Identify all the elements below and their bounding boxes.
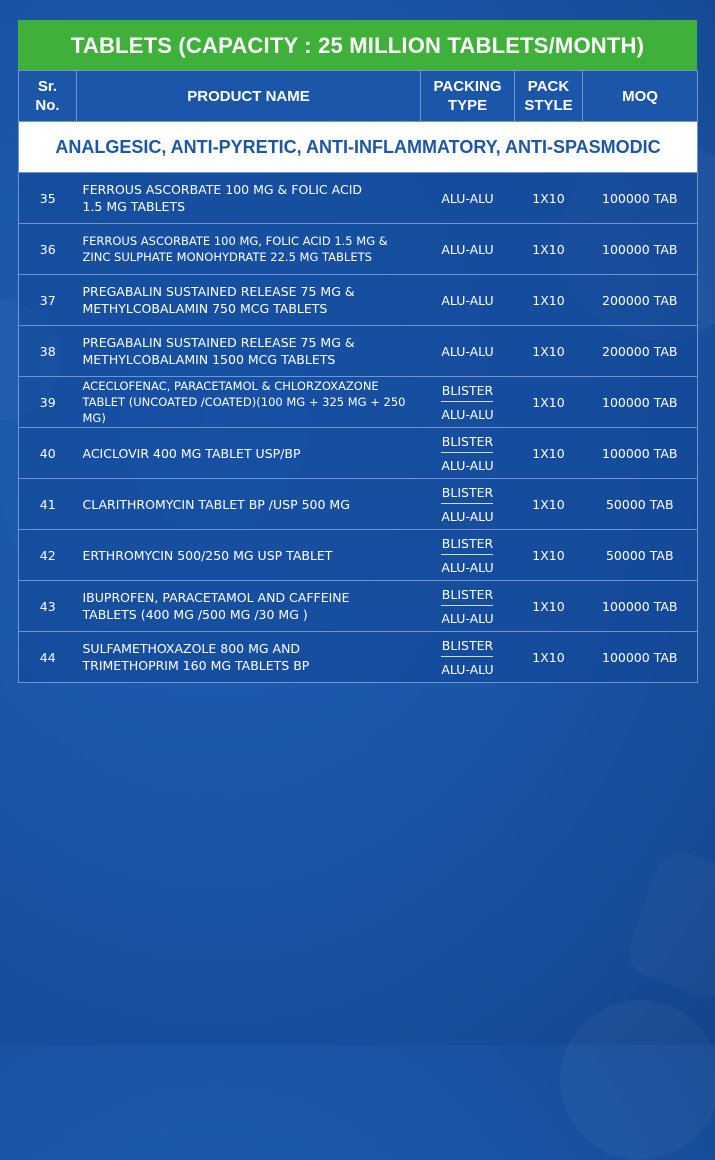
row-pack-style: 1X10 (515, 275, 583, 326)
row-product-name: PREGABALIN SUSTAINED RELEASE 75 MG & METHYLCOBALAMIN 1500 MCG TABLETS (77, 326, 421, 377)
row-product-name: CLARITHROMYCIN TABLET BP /USP 500 MG (77, 479, 421, 530)
row-moq: 100000 TAB (583, 173, 698, 224)
row-pack-style: 1X10 (515, 581, 583, 632)
row-moq: 100000 TAB (583, 224, 698, 275)
row-moq: 50000 TAB (583, 530, 698, 581)
row-moq: 100000 TAB (583, 428, 698, 479)
table-row (19, 326, 698, 377)
row-sr-no: 36 (19, 224, 77, 275)
row-packing-type: ALU-ALU (421, 224, 515, 275)
row-packing-type (421, 581, 515, 632)
packing-option-bottom: ALU-ALU (441, 610, 494, 626)
background-decoration (560, 1000, 715, 1160)
row-pack-style: 1X10 (515, 173, 583, 224)
row-sr-no: 42 (19, 530, 77, 581)
row-packing-type (421, 428, 515, 479)
row-product-name: FERROUS ASCORBATE 100 MG & FOLIC ACID 1.5 MG TABLETS (77, 173, 421, 224)
row-packing-type (421, 479, 515, 530)
row-pack-style: 1X10 (515, 428, 583, 479)
row-pack-style: 1X10 (515, 326, 583, 377)
row-packing-type: ALU-ALU (421, 275, 515, 326)
row-product-name: ACECLOFENAC, PARACETAMOL & CHLORZOXAZONE TABLET (UNCOATED /COATED)(100 MG + 325 MG + 250 MG) (77, 377, 421, 428)
row-product-name: ERTHROMYCIN 500/250 MG USP TABLET (77, 530, 421, 581)
row-pack-style: 1X10 (515, 479, 583, 530)
packing-option-top: BLISTER (441, 434, 493, 453)
row-packing-type: ALU-ALU (421, 326, 515, 377)
row-packing-type (421, 632, 515, 683)
table-row (19, 581, 698, 632)
row-sr-no: 35 (19, 173, 77, 224)
packing-option-bottom: ALU-ALU (441, 559, 494, 575)
row-moq: 200000 TAB (583, 275, 698, 326)
table-row (19, 224, 698, 275)
row-sr-no: 38 (19, 326, 77, 377)
row-moq: 50000 TAB (583, 479, 698, 530)
table-row (19, 275, 698, 326)
table-row (19, 428, 698, 479)
row-moq: 100000 TAB (583, 581, 698, 632)
section-title: TABLETS (CAPACITY : 25 MILLION TABLETS/MONTH) (18, 20, 697, 70)
product-table-panel (18, 20, 697, 683)
row-moq: 100000 TAB (583, 632, 698, 683)
row-product-name: IBUPROFEN, PARACETAMOL AND CAFFEINE TABLETS (400 MG /500 MG /30 MG ) (77, 581, 421, 632)
row-moq: 100000 TAB (583, 377, 698, 428)
row-pack-style: 1X10 (515, 632, 583, 683)
header-pack-style: PACK STYLE (515, 71, 583, 122)
product-table (18, 70, 698, 683)
row-sr-no: 40 (19, 428, 77, 479)
row-product-name: FERROUS ASCORBATE 100 MG, FOLIC ACID 1.5 MG & ZINC SULPHATE MONOHYDRATE 22.5 MG TABLETS (77, 224, 421, 275)
table-row (19, 530, 698, 581)
header-sr-no: Sr. No. (19, 71, 77, 122)
row-sr-no: 43 (19, 581, 77, 632)
packing-option-top: BLISTER (441, 485, 493, 504)
row-sr-no: 41 (19, 479, 77, 530)
row-pack-style: 1X10 (515, 224, 583, 275)
table-header-row (19, 71, 698, 122)
header-product-name: PRODUCT NAME (77, 71, 421, 122)
row-product-name: PREGABALIN SUSTAINED RELEASE 75 MG & METHYLCOBALAMIN 750 MCG TABLETS (77, 275, 421, 326)
row-pack-style: 1X10 (515, 530, 583, 581)
header-moq: MOQ (583, 71, 698, 122)
row-moq: 200000 TAB (583, 326, 698, 377)
packing-option-bottom: ALU-ALU (441, 457, 494, 473)
header-packing-type: PACKING TYPE (421, 71, 515, 122)
row-packing-type: ALU-ALU (421, 173, 515, 224)
row-sr-no: 39 (19, 377, 77, 428)
table-row (19, 377, 698, 428)
packing-option-bottom: ALU-ALU (441, 406, 494, 422)
category-row (19, 122, 698, 173)
row-product-name: SULFAMETHOXAZOLE 800 MG AND TRIMETHOPRIM 160 MG TABLETS BP (77, 632, 421, 683)
category-label: ANALGESIC, ANTI-PYRETIC, ANTI-INFLAMMATORY, ANTI-SPASMODIC (19, 122, 698, 173)
packing-option-bottom: ALU-ALU (441, 661, 494, 677)
row-sr-no: 37 (19, 275, 77, 326)
background-decoration (621, 845, 715, 1005)
packing-option-bottom: ALU-ALU (441, 508, 494, 524)
row-product-name: ACICLOVIR 400 MG TABLET USP/BP (77, 428, 421, 479)
table-row (19, 173, 698, 224)
table-row (19, 479, 698, 530)
row-packing-type (421, 530, 515, 581)
row-pack-style: 1X10 (515, 377, 583, 428)
row-packing-type (421, 377, 515, 428)
packing-option-top: BLISTER (441, 383, 493, 402)
row-sr-no: 44 (19, 632, 77, 683)
packing-option-top: BLISTER (441, 638, 493, 657)
table-row (19, 632, 698, 683)
packing-option-top: BLISTER (441, 536, 493, 555)
packing-option-top: BLISTER (441, 587, 493, 606)
